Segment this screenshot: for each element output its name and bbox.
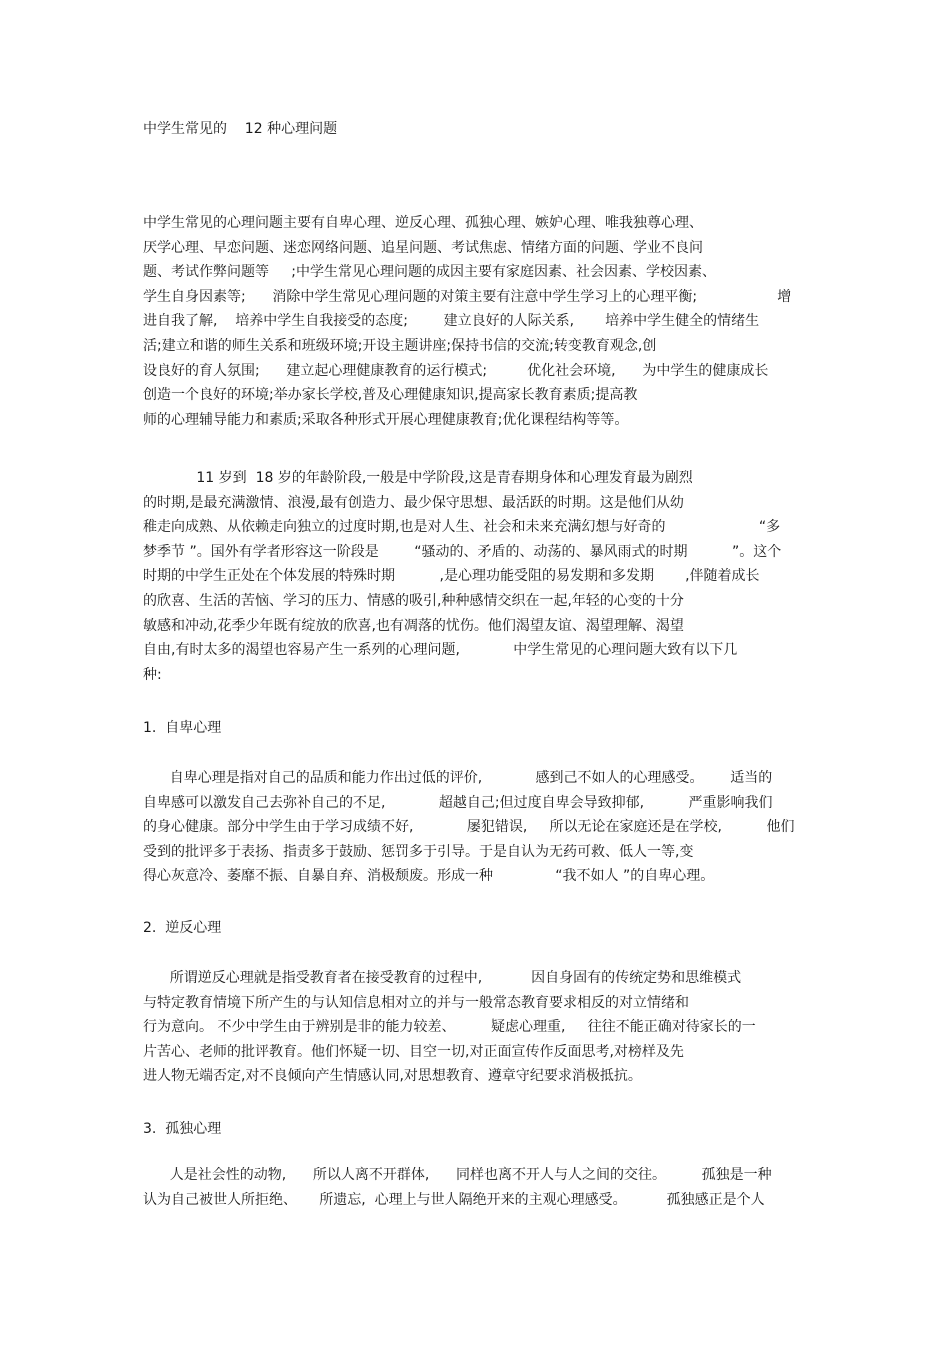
text-line: 梦季节 ”。国外有学者形容这一阶段是 “骚动的、矛盾的、动荡的、暴风雨式的时期 ”。这个 (143, 543, 782, 560)
text-line: 学生自身因素等; 消除中学生常见心理问题的对策主要有注意中学生学习上的心理平衡; 增 (143, 288, 792, 305)
section-body-rebellion (143, 966, 813, 1089)
text-line: 自卑心理是指对自己的品质和能力作出过低的评价, 感到己不如人的心理感受。 适当的 (143, 770, 773, 786)
text-line: 敏感和冲动,花季少年既有绽放的欣喜,也有凋落的忧伤。他们渴望友谊、渴望理解、渴望 (143, 617, 684, 634)
text-line: 进人物无端否定,对不良倾向产生情感认同,对思想教育、遵章守纪要求消极抵抗。 (143, 1068, 642, 1085)
text-line: 的身心健康。部分中学生由于学习成绩不好, 屡犯错误, 所以无论在家庭还是在学校, 他们 (143, 819, 795, 836)
text-line: 种: (143, 666, 162, 683)
intro-paragraph (143, 211, 813, 432)
text-line: 稚走向成熟、从依赖走向独立的过度时期,也是对人生、社会和未来充满幻想与好奇的 “多 (143, 519, 781, 536)
text-line: 设良好的育人氛围; 建立起心理健康教育的运行模式; 优化社会环境, 为中学生的健康成长 (143, 362, 769, 379)
text-line: 进自我了解, 培养中学生自我接受的态度; 建立良好的人际关系, 培养中学生健全的情绪生 (143, 313, 760, 330)
section-heading-rebellion: 2. 逆反心理 (143, 920, 222, 936)
text-line: 活;建立和谐的师生关系和班级环境;开设主题讲座;保持书信的交流;转变教育观念,创 (143, 337, 657, 354)
text-line: 的欣喜、生活的苦恼、学习的压力、情感的吸引,种种感情交织在一起,年轻的心变的十分 (143, 592, 684, 609)
text-line: 与特定教育情境下所产生的与认知信息相对立的并与一般常态教育要求相反的对立情绪和 (143, 994, 689, 1011)
text-line: 片苦心、老师的批评教育。他们怀疑一切、目空一切,对正面宣传作反面思考,对榜样及先 (143, 1043, 684, 1060)
text-line: 得心灰意冷、萎靡不振、自暴自弃、消极颓废。形成一种 “我不如人 ”的自卑心理。 (143, 868, 715, 885)
text-line: 受到的批评多于表扬、指责多于鼓励、惩罚多于引导。于是自认为无药可救、低人一等,变 (143, 843, 694, 860)
text-line: 所谓逆反心理就是指受教育者在接受教育的过程中, 因自身固有的传统定势和思维模式 (143, 970, 742, 986)
section-heading-loneliness: 3. 孤独心理 (143, 1121, 222, 1137)
text-line: 自卑感可以激发自己去弥补自己的不足, 超越自己;但过度自卑会导致抑郁, 严重影响我们 (143, 794, 773, 811)
text-line: 时期的中学生正处在个体发展的特殊时期 ,是心理功能受阻的易发期和多发期 ,伴随着成长 (143, 568, 760, 585)
text-line: 11 岁到 18 岁的年龄阶段,一般是中学阶段,这是青春期身体和心理发育最为剧烈 (143, 470, 693, 486)
text-line: 的时期,是最充满激情、浪漫,最有创造力、最少保守思想、最活跃的时期。这是他们从幼 (143, 494, 684, 511)
text-line: 厌学心理、早恋问题、迷恋网络问题、追星问题、考试焦虑、情绪方面的问题、学业不良问 (143, 239, 703, 256)
text-line: 创造一个良好的环境;举办家长学校,普及心理健康知识,提高家长教育素质;提高教 (143, 387, 638, 404)
text-line: 人是社会性的动物, 所以人离不开群体, 同样也离不开人与人之间的交往。 孤独是一种 (143, 1167, 772, 1183)
section-heading-inferiority: 1. 自卑心理 (143, 720, 222, 736)
text-line: 题、考试作弊问题等 ;中学生常见心理问题的成因主要有家庭因素、社会因素、学校因素、 (143, 264, 716, 281)
text-line: 师的心理辅导能力和素质;采取各种形式开展心理健康教育;优化课程结构等等。 (143, 411, 629, 428)
text-line: 行为意向。 不少中学生由于辨别是非的能力较差、 疑虑心理重, 往往不能正确对待家长的一 (143, 1019, 756, 1036)
section-body-inferiority (143, 766, 813, 889)
text-line: 认为自己被世人所拒绝、 所遗忘, 心理上与世人隔绝开来的主观心理感受。 孤独感正是个人 (143, 1191, 765, 1208)
text-line: 自由,有时太多的渴望也容易产生一系列的心理问题, 中学生常见的心理问题大致有以下几 (143, 642, 738, 659)
document-title: 中学生常见的 12 种心理问题 (143, 121, 338, 137)
age-paragraph (143, 466, 813, 687)
section-body-loneliness (143, 1163, 813, 1212)
text-line: 中学生常见的心理问题主要有自卑心理、逆反心理、孤独心理、嫉妒心理、唯我独尊心理、 (143, 215, 703, 231)
